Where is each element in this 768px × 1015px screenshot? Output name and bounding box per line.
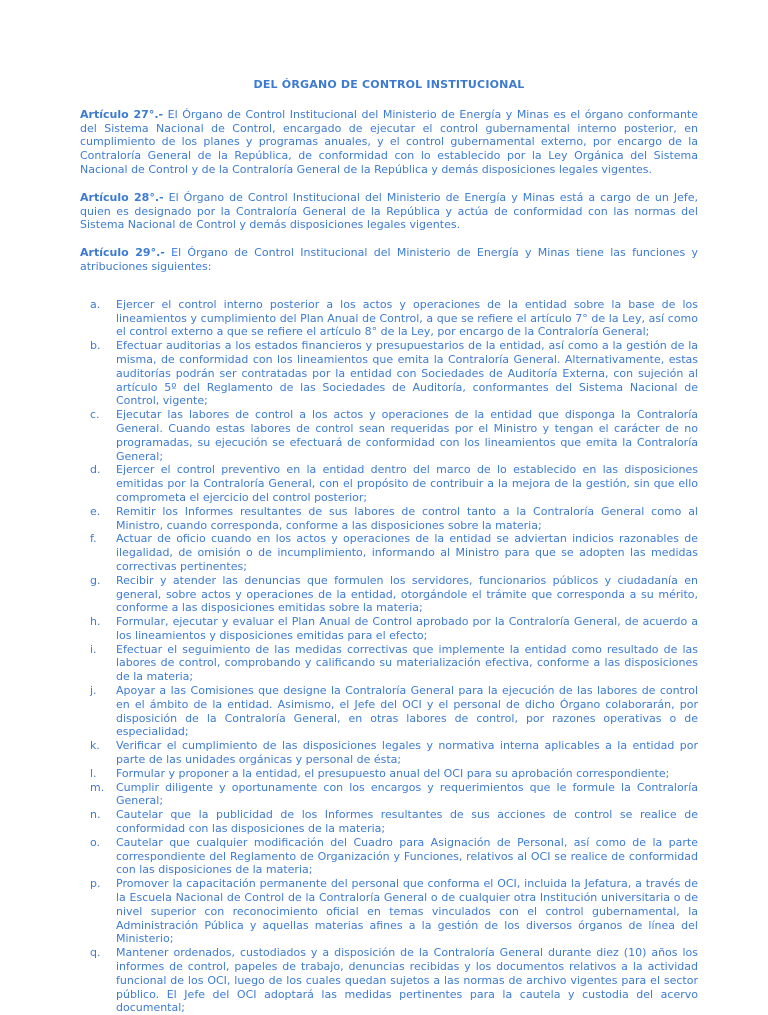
function-marker: n. (90, 808, 101, 822)
function-text: Efectuar el seguimiento de las medidas correctivas que implemente la entidad como resultado de las labores de control, comprobando y calificando su materialización efectiva, conforme a las disposiciones de la materia; (116, 642, 698, 684)
function-marker: p. (90, 877, 101, 891)
function-item (80, 505, 698, 533)
function-text: Actuar de oficio cuando en los actos y operaciones de la entidad se adviertan indicios razonables de ilegalidad, de omisión o de incumplimiento, informando al Ministro para que se adopten las medidas correctivas pertinentes; (116, 532, 698, 573)
function-text: Efectuar auditorias a los estados financieros y presupuestarios de la entidad, así como a la gestión de la misma, de conformidad con los lineamientos que emita la Contraloría General. Alternativamente, estas auditorías podrán ser contratadas por la entidad con Sociedades de Auditoría Externa, con sujeción al artículo 5º del Reglamento de las Sociedades de Auditoría, conformantes del Sistema Nacional de Control, vigente; (116, 339, 698, 408)
function-marker: c. (90, 408, 100, 422)
function-item (80, 463, 698, 504)
function-item (80, 643, 698, 684)
article-text: El Órgano de Control Institucional del Ministerio de Energía y Minas es el órgano conformante del Sistema Nacional de Control, encargado de ejecutar el control gubernamental interno posterior, en cumplimiento de los planes y programas anuales, y el control gubernamental externo, por encargo de la Contraloría General de la República, de conformidad con lo establecido por la Ley Orgánica del Sistema Nacional de Control y de la Contraloría General de la República y demás disposiciones legales vigentes. (80, 107, 698, 176)
function-item (80, 946, 698, 1015)
function-item (80, 408, 698, 463)
function-marker: a. (90, 297, 101, 311)
function-marker: e. (90, 504, 101, 518)
article-text: El Órgano de Control Institucional del Ministerio de Energía y Minas está a cargo de un Jefe, quien es designado por la Contraloría General de la República y actúa de conformidad con las normas del Sistema Nacional de Control y demás disposiciones legales vigentes. (80, 190, 698, 232)
function-text: Cautelar que la publicidad de los Informes resultantes de sus acciones de control se realice de conformidad con las disposiciones de la materia; (116, 808, 698, 836)
function-item (80, 574, 698, 615)
article-29 (80, 246, 698, 274)
function-marker: d. (90, 463, 101, 477)
function-marker: q. (90, 946, 101, 960)
function-item (80, 877, 698, 946)
article-label: Artículo 27°.- (80, 107, 164, 121)
function-marker: k. (90, 739, 100, 753)
function-marker: j. (90, 684, 97, 698)
function-item (80, 615, 698, 643)
function-text: Cautelar que cualquier modificación del Cuadro para Asignación de Personal, así como de la parte correspondiente del Reglamento de Organización y Funciones, relativos al OCI se realice de conformidad con las disposiciones de la materia; (116, 835, 698, 877)
function-item (80, 767, 698, 781)
article-label: Artículo 28°.- (80, 190, 164, 204)
section-title: DEL ÓRGANO DE CONTROL INSTITUCIONAL (253, 78, 525, 91)
functions-list (80, 298, 698, 1015)
function-text: Recibir y atender las denuncias que formulen los servidores, funcionarios públicos y ciudadanía en general, sobre actos y operaciones de la entidad, otorgándole el trámite que corresponda a su mérito, conforme a las disposiciones emitidas sobre la materia; (116, 573, 698, 615)
function-marker: l. (90, 766, 97, 780)
function-marker: g. (90, 573, 101, 587)
function-item (80, 781, 698, 809)
function-marker: b. (90, 339, 101, 353)
function-item (80, 739, 698, 767)
function-text: Apoyar a las Comisiones que designe la Contraloría General para la ejecución de las labores de control en el ámbito de la entidad. Asimismo, el Jefe del OCI y el personal de dicho Órgano colaborarán, por disposición de la Contraloría General, en otras labores de control, por razones operativas o de especialidad; (116, 684, 698, 739)
function-item (80, 339, 698, 408)
function-text: Promover la capacitación permanente del personal que conforma el OCI, incluida la Jefatura, a través de la Escuela Nacional de Control de la Contraloría General o de cualquier otra Institución universitaria o de nivel superior con reconocimiento oficial en temas vinculados con el control gubernamental, la Administración Pública y aquellas materias afines a la gestión de los diversos órganos de línea del Ministerio; (116, 877, 698, 946)
function-marker: i. (90, 642, 97, 656)
function-marker: o. (90, 835, 101, 849)
function-text: Ejercer el control preventivo en la entidad dentro del marco de lo establecido en las disposiciones emitidas por la Contraloría General, con el propósito de contribuir a la mejora de la gestión, sin que ello comprometa el ejercicio del control posterior; (116, 463, 698, 504)
function-marker: f. (90, 532, 97, 546)
function-text: Mantener ordenados, custodiados y a disposición de la Contraloría General durante diez (10) años los informes de control, papeles de trabajo, denuncias recibidas y los documentos relativos a la actividad funcional de los OCI, luego de los cuales quedan sujetos a las normas de archivo vigentes para el sector público. El Jefe del OCI adoptará las medidas pertinentes para la cautela y custodia del acervo documental; (116, 946, 698, 1015)
function-text: Cumplir diligente y oportunamente con los encargos y requerimientos que le formule la Contraloría General; (116, 780, 698, 808)
function-text: Formular y proponer a la entidad, el presupuesto anual del OCI para su aprobación correspondiente; (116, 766, 670, 780)
function-text: Ejecutar las labores de control a los actos y operaciones de la entidad que disponga la Contraloría General. Cuando estas labores de control sean requeridas por el Ministro y tengan el carácter de no programadas, su ejecución se efectuará de conformidad con los lineamientos que emita la Contraloría General; (116, 408, 698, 463)
function-item (80, 298, 698, 339)
article-text: El Órgano de Control Institucional del Ministerio de Energía y Minas tiene las funciones y atribuciones siguientes: (80, 246, 698, 273)
function-marker: h. (90, 615, 101, 629)
function-text: Ejercer el control interno posterior a los actos y operaciones de la entidad sobre la base de los lineamientos y cumplimiento del Plan Anual de Control, a que se refiere el artículo 7° de la Ley, así como el control externo a que se refiere el artículo 8° de la Ley, por encargo de la Contraloría General; (116, 297, 698, 339)
document-page (80, 78, 698, 1015)
function-text: Verificar el cumplimiento de las disposiciones legales y normativa interna aplicables a la entidad por parte de las unidades orgánicas y personal de ésta; (116, 739, 698, 767)
function-text: Remitir los Informes resultantes de sus labores de control tanto a la Contraloría General como al Ministro, cuando corresponda, conforme a las disposiciones sobre la materia; (116, 504, 698, 532)
article-27 (80, 108, 698, 177)
function-item (80, 836, 698, 877)
function-text: Formular, ejecutar y evaluar el Plan Anual de Control aprobado por la Contraloría General, de acuerdo a los lineamientos y disposiciones emitidas para el efecto; (116, 615, 698, 642)
function-item (80, 808, 698, 836)
function-item (80, 532, 698, 573)
article-label: Artículo 29°.- (80, 246, 165, 260)
article-28 (80, 191, 698, 232)
function-item (80, 684, 698, 739)
function-marker: m. (90, 780, 105, 794)
